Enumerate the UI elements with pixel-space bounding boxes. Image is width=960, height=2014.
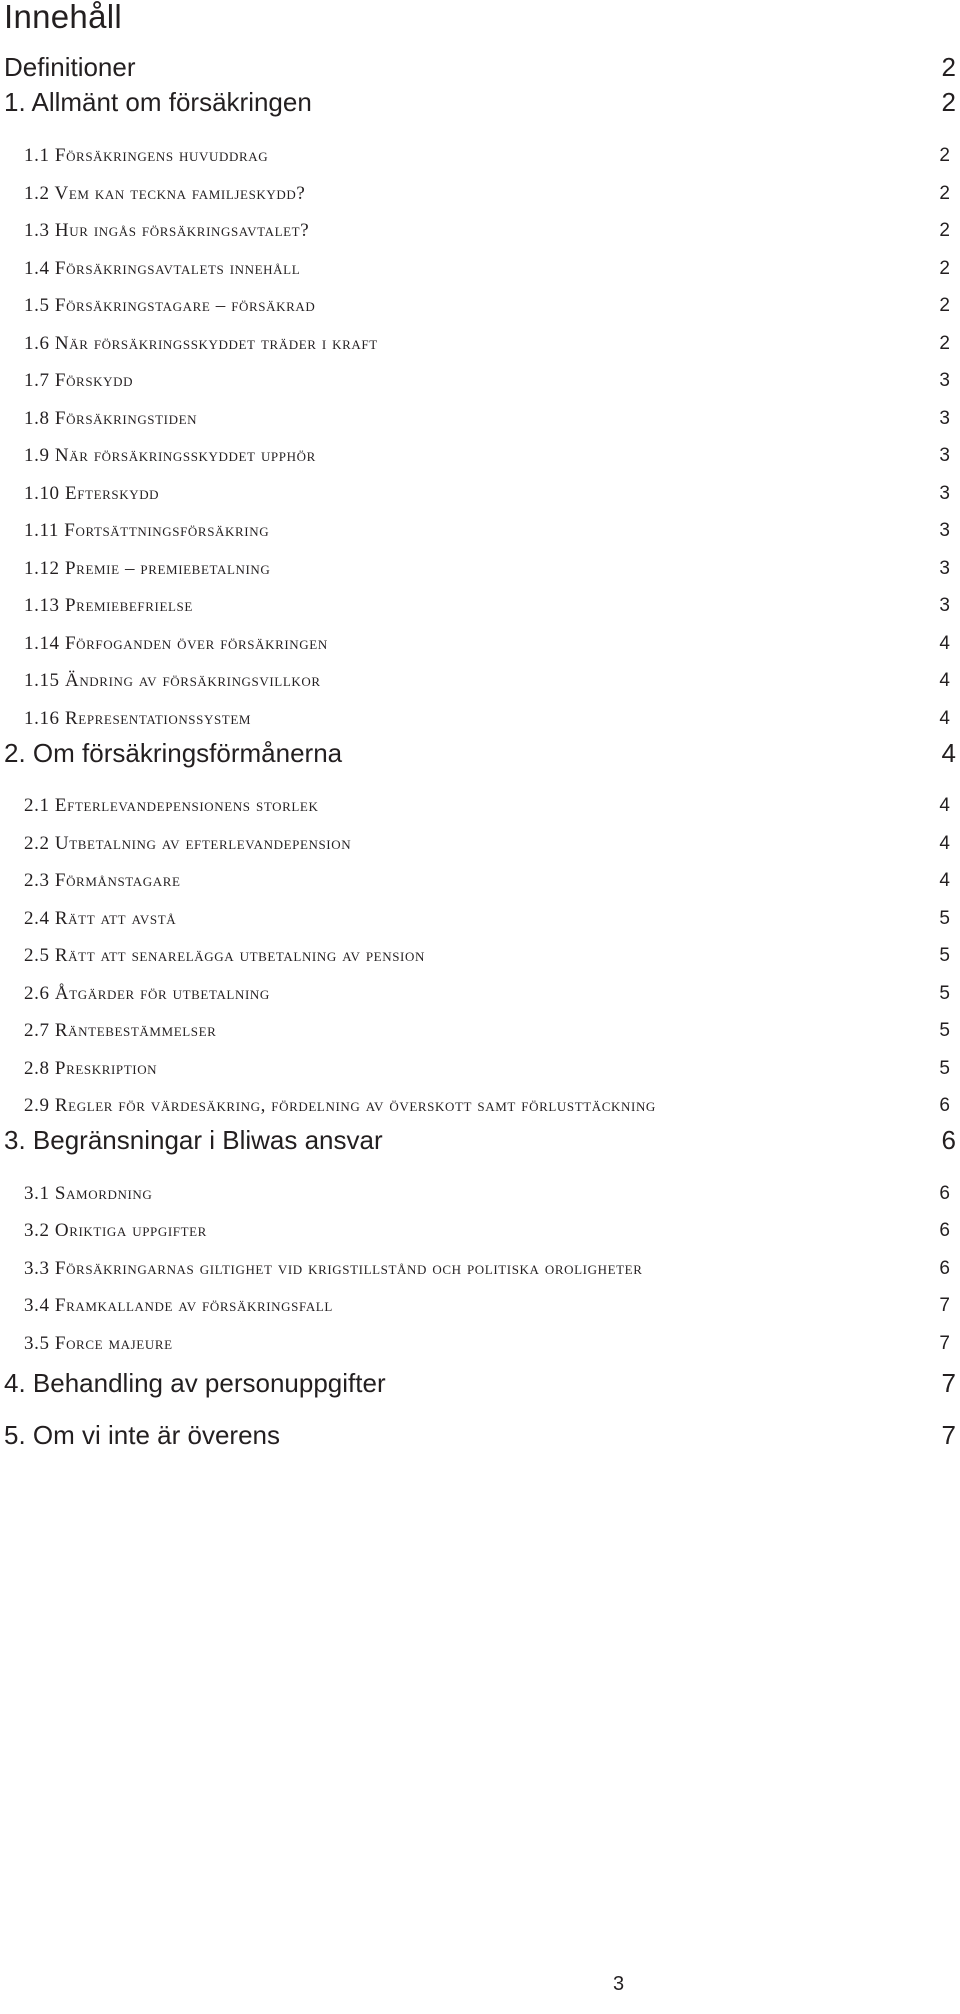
toc-subsection-entry [0,833,960,855]
toc-subsection-entry [0,670,960,692]
toc-entry-title: 1.13 Premiebefrielse [24,595,193,616]
toc-entry-title: Definitioner [4,52,136,82]
toc-entry-title: 2. Om försäkringsförmånerna [4,738,343,768]
toc-entry-title: 2.6 Åtgärder för utbetalning [24,983,270,1004]
toc-subsection-entry [0,183,960,205]
toc-entry-title: 1.3 Hur ingås försäkringsavtalet? [24,220,310,241]
toc-entry-title: 2.9 Regler för värdesäkring, fördelning av överskott samt förlusttäckning [24,1095,656,1116]
toc-entry-title: 1.2 Vem kan teckna familjeskydd? [24,183,306,204]
page-number: 3 [613,1973,625,1995]
toc-entry-page: 2 [939,145,950,166]
toc-entry-title: 2.1 Efterlevandepensionens storlek [24,795,319,816]
toc-section-entry [0,87,960,117]
toc-entry-page: 4 [939,795,950,816]
toc-section-entry [0,1368,960,1398]
toc-entry-title: 3.3 Försäkringarnas giltighet vid krigstillstånd och politiska oroligheter [24,1258,643,1279]
toc-subsection-entry [0,483,960,505]
toc-subsection-entry [0,445,960,467]
toc-entry-page: 6 [939,1183,950,1204]
toc-entry-title: 1.6 När försäkringsskyddet träder i kraft [24,333,378,354]
toc-entry-title: 2.4 Rätt att avstå [24,908,177,929]
toc-entry-title: 1.11 Fortsättningsförsäkring [24,520,270,541]
toc-entry-page: 6 [939,1220,950,1241]
toc-entry-page: 3 [939,483,950,504]
toc-entry-title: 2.7 Räntebestämmelser [24,1020,217,1041]
toc-entry-page: 7 [939,1295,950,1316]
toc-entry-page: 4 [939,708,950,729]
toc-subsection-entry [0,1295,960,1317]
toc-section-entry [0,1125,960,1155]
toc-entry-title: 5. Om vi inte är överens [4,1420,280,1450]
toc-entry-page: 3 [939,445,950,466]
toc-subsection-entry [0,633,960,655]
toc-subsection-entry [0,795,960,817]
toc-subsection-entry [0,1258,960,1280]
toc-entry-title: 1.1 Försäkringens huvuddrag [24,145,269,166]
toc-entry-title: 1.14 Förfoganden över försäkringen [24,633,328,654]
toc-entry-page: 4 [939,833,950,854]
toc-entry-title: 1.7 Förskydd [24,370,134,391]
toc-subsection-entry [0,1333,960,1355]
toc-section-entry [0,1420,960,1450]
toc-section-entry [0,52,960,82]
toc-subsection-entry [0,595,960,617]
toc-entry-title: 1.10 Efterskydd [24,483,160,504]
toc-subsection-entry [0,1183,960,1205]
toc-entry-title: 4. Behandling av personuppgifter [4,1368,386,1398]
toc-subsection-entry [0,220,960,242]
toc-entry-page: 2 [939,183,950,204]
toc-entry-page: 7 [939,1333,950,1354]
toc-subsection-entry [0,708,960,730]
toc-entry-page: 2 [939,333,950,354]
toc-entry-page: 7 [941,1368,956,1398]
toc-entry-title: 2.3 Förmånstagare [24,870,181,891]
toc-entry-page: 5 [939,1058,950,1079]
toc-entry-page: 5 [939,908,950,929]
toc-entry-page: 2 [941,87,956,117]
toc-subsection-entry [0,983,960,1005]
toc-entry-page: 4 [939,633,950,654]
toc-entry-title: 1.9 När försäkringsskyddet upphör [24,445,316,466]
toc-entry-title: 3.5 Force majeure [24,1333,173,1354]
toc-subsection-entry [0,1095,960,1117]
toc-entry-page: 2 [941,52,956,82]
toc-entry-title: 3.2 Oriktiga uppgifter [24,1220,207,1241]
toc-entry-title: 3. Begränsningar i Bliwas ansvar [4,1125,383,1155]
toc-entry-title: 1.15 Ändring av försäkringsvillkor [24,670,321,691]
toc-subsection-entry [0,908,960,930]
toc-entry-page: 2 [939,258,950,279]
toc-entry-page: 5 [939,945,950,966]
toc-subsection-entry [0,520,960,542]
toc-entry-page: 2 [939,220,950,241]
toc-section-entry [0,738,960,768]
toc-subsection-entry [0,408,960,430]
toc-entry-page: 3 [939,370,950,391]
toc-entry-page: 6 [939,1095,950,1116]
toc-entry-page: 5 [939,1020,950,1041]
toc-subsection-entry [0,145,960,167]
toc-subsection-entry [0,333,960,355]
toc-entry-title: 3.1 Samordning [24,1183,153,1204]
toc-entry-page: 3 [939,595,950,616]
toc-entry-title: 2.8 Preskription [24,1058,158,1079]
toc-entry-title: 1.4 Försäkringsavtalets innehåll [24,258,301,279]
toc-entry-page: 6 [939,1258,950,1279]
toc-subsection-entry [0,558,960,580]
toc-entry-page: 4 [941,738,956,768]
toc-entry-title: 3.4 Framkallande av försäkringsfall [24,1295,333,1316]
toc-entry-title: 2.2 Utbetalning av efterlevandepension [24,833,352,854]
toc-subsection-entry [0,295,960,317]
toc-entry-title: 1.12 Premie – premiebetalning [24,558,271,579]
toc-entry-page: 3 [939,520,950,541]
toc-subsection-entry [0,1058,960,1080]
toc-entry-title: 1.5 Försäkringstagare – försäkrad [24,295,316,316]
toc-subsection-entry [0,945,960,967]
toc-subsection-entry [0,870,960,892]
toc-subsection-entry [0,1020,960,1042]
toc-entry-page: 4 [939,670,950,691]
toc-entry-page: 2 [939,295,950,316]
toc-entry-page: 6 [941,1125,956,1155]
toc-entry-title: 1. Allmänt om försäkringen [4,87,312,117]
toc-entry-title: 2.5 Rätt att senarelägga utbetalning av pension [24,945,425,966]
toc-subsection-entry [0,1220,960,1242]
toc-entry-page: 3 [939,558,950,579]
toc-subsection-entry [0,258,960,280]
toc-entry-page: 4 [939,870,950,891]
toc-entry-page: 3 [939,408,950,429]
page-title: Innehåll [4,0,122,35]
toc-entry-title: 1.16 Representationssystem [24,708,252,729]
toc-entry-title: 1.8 Försäkringstiden [24,408,198,429]
toc-entry-page: 5 [939,983,950,1004]
toc-entry-page: 7 [941,1420,956,1450]
toc-subsection-entry [0,370,960,392]
